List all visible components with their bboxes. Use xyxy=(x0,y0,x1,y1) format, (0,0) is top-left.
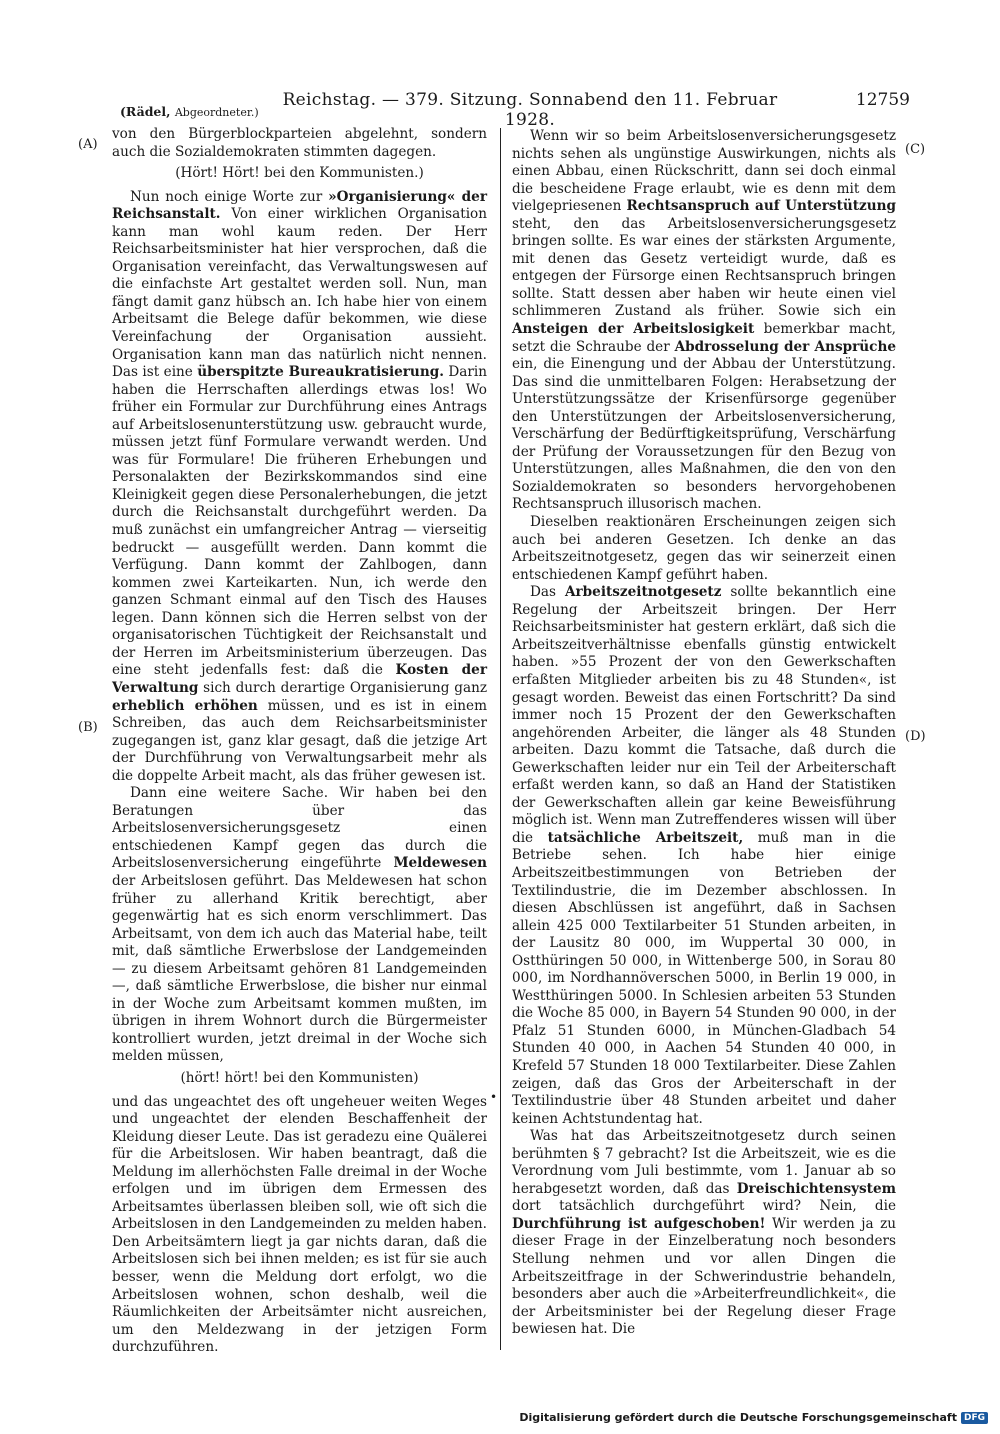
emphasis: Arbeitszeitnotgesetz xyxy=(564,584,722,601)
margin-marker-d: (D) xyxy=(905,729,926,744)
paragraph: von den Bürgerblockparteien abgelehnt, sondern auch die Sozialdemokraten stimmten dagegen. xyxy=(112,126,487,160)
footer-text: Digitalisierung gefördert durch die Deutsche Forschungsgemeinschaft xyxy=(519,1411,957,1424)
dfg-logo-icon: DFG xyxy=(961,1412,988,1424)
margin-marker-b: (B) xyxy=(78,720,98,735)
emphasis: Dreischichtensystem xyxy=(736,1180,896,1197)
emphasis: tatsächliche Arbeitszeit, xyxy=(547,829,744,846)
page-number: 12759 xyxy=(855,90,910,110)
paragraph: Wenn wir so beim Arbeitslosenversicherungsgesetz nichts sehen als ungünstige Auswirkungen, nichts als einen Abbau, einen Rückschritt, dann sei doch einmal die bescheidene Frage erlaubt, wie es denn mit dem vielgepriesenen Rechtsanspruch auf Unterstützung steht, den das Arbeitslosenversicherungsgesetz bringen sollte. Es war eines der stärksten Argumente, mit denen das Gesetz verteidigt wurde, daß es entgegen der Fürsorge einen Rechtsanspruch bringen sollte. Statt dessen aber haben wir heute einen viel schlimmeren Zustand als früher. Sowie sich ein Ansteigen der Arbeitslosigkeit bemerkbar macht, setzt die Schraube der Abdrosselung der Ansprüche ein, die Einengung und der Abbau der Unterstützung. Das sind die unmittelbaren Folgen: Herabsetzung der Unterstützungssätze der Krisenfürsorge gegenüber den Unterstützungen der Arbeitslosenversicherung, Verschärfung der Bedürftigkeitsprüfung, Verschärfung der Prüfung der Voraussetzungen für den Bezug von Unterstützungen, alles Maßnahmen, die den von den Sozialdemokraten so besonders hervorgehobenen Rechtsanspruch illusorisch machen. xyxy=(512,128,897,513)
paragraph: Dieselben reaktionären Erscheinungen zeigen sich auch bei anderen Gesetzen. Ich denke an das Arbeitszeitnotgesetz, gegen das wir seinerzeit einen entschiedenen Kampf geführt haben. xyxy=(512,514,896,583)
header-title: Reichstag. — 379. Sitzung. Sonnabend den 11. Februar 1928. xyxy=(282,90,778,130)
paragraph: Das Arbeitszeitnotgesetz sollte bekanntlich eine Regelung der Arbeitszeit bringen. Der Herr Reichsarbeitsminister hat gestern erklärt, daß sich die Arbeitszeitverhältnisse ebenfalls günstig entwickelt haben. »55 Prozent der von den Gewerkschaften erfaßten Mitglieder arbeiten bis zu 48 Stunden«, ist gesagt worden. Beweist das einen Fortschritt? Da sind immer noch 15 Prozent der den Gewerkschaften angehörenden Arbeiter, die länger als 48 Stunden arbeiten. Dazu kommt die Tatsache, daß durch die Gewerkschaften leider nur ein Teil der Arbeiterschaft erfaßt werden kann, so daß an Hand der Statistiken der Gewerkschaften allein gar keine Beweisführung möglich ist. Wenn man Zutreffenderes wissen will über die tatsächliche Arbeitszeit, muß man in die Betriebe sehen. Ich habe hier einige Arbeitszeitbestimmungen von Betrieben der Textilindustrie, die im Dezember abschlossen. In diesen Abschlüssen ist angeführt, daß in Sachsen allein 425 000 Textilarbeiter 51 Stunden arbeiten, in der Lausitz 80 000, im Wuppertal 30 000, in Ostthüringen 50 000, in Wittenberge 500, in Sorau 80 000, im Nordhannöverschen 5000, in Berlin 19 000, in Westthüringen 5000. In Schlesien arbeiten 53 Stunden die Woche 85 000, in Bayern 54 Stunden 90 000, in der Pfalz 51 Stunden 6000, in München-Gladbach 54 Stunden 40 000, in Aachen 54 Stunden 40 000, in Krefeld 57 Stunden 18 000 Textilarbeiter. Diese Zahlen zeigen, daß das Gros der Arbeiterschaft in der Textilindustrie über 48 Stunden arbeitet und daher keinen Achtstundentag hat. xyxy=(512,584,896,1127)
emphasis: Rechtsanspruch auf Unterstützung xyxy=(626,198,897,215)
emphasis: Meldewesen xyxy=(393,855,487,872)
right-column xyxy=(512,128,896,1339)
emphasis: überspitzte Bureaukratisierung. xyxy=(197,364,444,381)
paragraph: Nun noch einige Worte zur »Organisierung« der Reichsanstalt. Von einer wirklichen Organisation kann man wohl kaum reden. Der Herr Reichsarbeitsminister hat hier versprochen, daß die Organisation vereinfacht, das Verwaltungswesen auf die einfachste Art gestaltet werden soll. Nun, man fängt damit ganz hübsch an. Ich habe hier von einem Arbeitsamt die Belege dafür bekommen, wie diese Vereinfachung der Organisation aussieht. Organisation kann man das natürlich nicht nennen. Das ist eine überspitzte Bureaukratisierung. Darin haben die Herrschaften allerdings etwas los! Wo früher ein Formular zur Durchführung eines Antrags auf Arbeitslosenunterstützung usw. gebraucht wurde, müssen jetzt fünf Formulare verwandt werden. Und was für Formulare! Die früheren Erhebungen und Personalakten der Bezirkskommandos sind eine Kleinigkeit gegen diese Personalerhebungen, die jetzt durch die Reichsanstalt durchgeführt werden. Da muß zunächst ein umfangreicher Antrag — vierseitig bedruckt — ausgefüllt werden. Dann kommt die Verfügung. Dann kommt der Zahlbogen, dann kommen zwei Karteikarten. Nun, ich werde den ganzen Schmant einmal auf den Tisch des Hauses legen. Dann können sich die Herren selbst von der organisatorischen Tüchtigkeit der Reichsanstalt und der Herren im Arbeitsministerium überzeugen. Das eine steht jedenfalls fest: daß die Kosten der Verwaltung sich durch derartige Organisierung ganz erheblich erhöhen müssen, und es ist in einem Schreiben, das auch dem Reichsarbeitsminister zugegangen ist, ganz klar gesagt, daß die jetzige Art der Durchführung von Verwaltungsarbeit mehr als die doppelte Arbeit macht, als das früher gewesen ist. xyxy=(112,188,488,784)
emphasis: Kosten der Verwaltung xyxy=(112,662,487,696)
column-divider xyxy=(500,128,501,1350)
speaker-label xyxy=(120,104,259,119)
emphasis: Durchführung ist aufgeschoben! xyxy=(512,1215,766,1232)
emphasis: »Organisierung« der Reichsanstalt. xyxy=(112,188,487,223)
margin-marker-a: (A) xyxy=(78,137,98,152)
footer-credit xyxy=(519,1411,988,1424)
emphasis: Ansteigen der Arbeitslosigkeit xyxy=(512,321,755,338)
speaker-name: (Rädel, xyxy=(120,104,171,119)
interjection: (Hört! Hört! bei den Kommunisten.) xyxy=(175,165,424,182)
margin-dot: • xyxy=(490,1090,498,1104)
paragraph: Was hat das Arbeitszeitnotgesetz durch seinen berühmten § 7 gebracht? Ist die Arbeitszeit, wie es die Verordnung vom Juli bestimmte, vom 1. Januar ab so herabgesetzt worden, daß das Dreischichtensystem dort tatsächlich durchgeführt wird? Nein, die Durchführung ist aufgeschoben! Wir werden ja zu dieser Frage in der Einzelberatung noch besonders Stellung nehmen und vor allen Dingen die Arbeitszeitfrage in der Schwerindustrie behandeln, besonders aber auch die »Arbeiterfreundlichkeit«, die der Arbeitsminister bei der Regelung dieser Frage bewiesen hat. Die xyxy=(512,1128,896,1338)
speaker-role: Abgeordneter.) xyxy=(174,106,259,119)
interjection: (hört! hört! bei den Kommunisten) xyxy=(180,1069,419,1086)
emphasis: Abdrosselung der Ansprüche xyxy=(674,338,896,355)
paragraph: Dann eine weitere Sache. Wir haben bei den Beratungen über das Arbeitslosenversicherungsgesetz einen entschiedenen Kampf gegen das durch die Arbeitslosenversicherung eingeführte Meldewesen der Arbeitslosen geführt. Das Meldewesen hat schon früher zu allerhand Kritik berechtigt, aber gegenwärtig hat es sich enorm verschlimmert. Das Arbeitsamt, von dem ich auch das Material habe, teilt mit, daß sämtliche Erwerbslose der Landgemeinden — zu diesem Arbeitsamt gehören 81 Landgemeinden —, daß sämtliche Erwerbslose, die bisher nur einmal in der Woche zum Arbeitsamt kommen mußten, im übrigen in ihrem Wohnort durch die Bürgermeister kontrolliert wurden, jetzt dreimal in der Woche sich melden müssen, xyxy=(112,785,487,1065)
left-column xyxy=(112,126,487,1357)
paragraph: und das ungeachtet des oft ungeheuer weiten Weges und ungeachtet der elenden Beschaffenheit der Kleidung dieser Leute. Das ist geradezu eine Quälerei für die Arbeitslosen. Wir haben beantragt, daß die Meldung im allerhöchsten Falle dreimal in der Woche erfolgen und im übrigen dem Ermessen des Arbeitsamtes überlassen bleiben soll, wie oft sich die Arbeitslosen in den Landgemeinden zu melden haben. Den Arbeitsämtern liegt ja gar nichts daran, daß die Arbeitslosen sich bei ihnen melden; es ist für sie auch besser, wenn die Meldung dort erfolgt, wo die Arbeitslosen wohnen, schon deshalb, weil die Räumlichkeiten der Arbeitsämter nicht ausreichen, um den Meldezwang in der jetzigen Form durchzuführen. xyxy=(112,1093,487,1356)
emphasis: erheblich erhöhen xyxy=(112,697,258,714)
margin-marker-c: (C) xyxy=(905,142,926,157)
